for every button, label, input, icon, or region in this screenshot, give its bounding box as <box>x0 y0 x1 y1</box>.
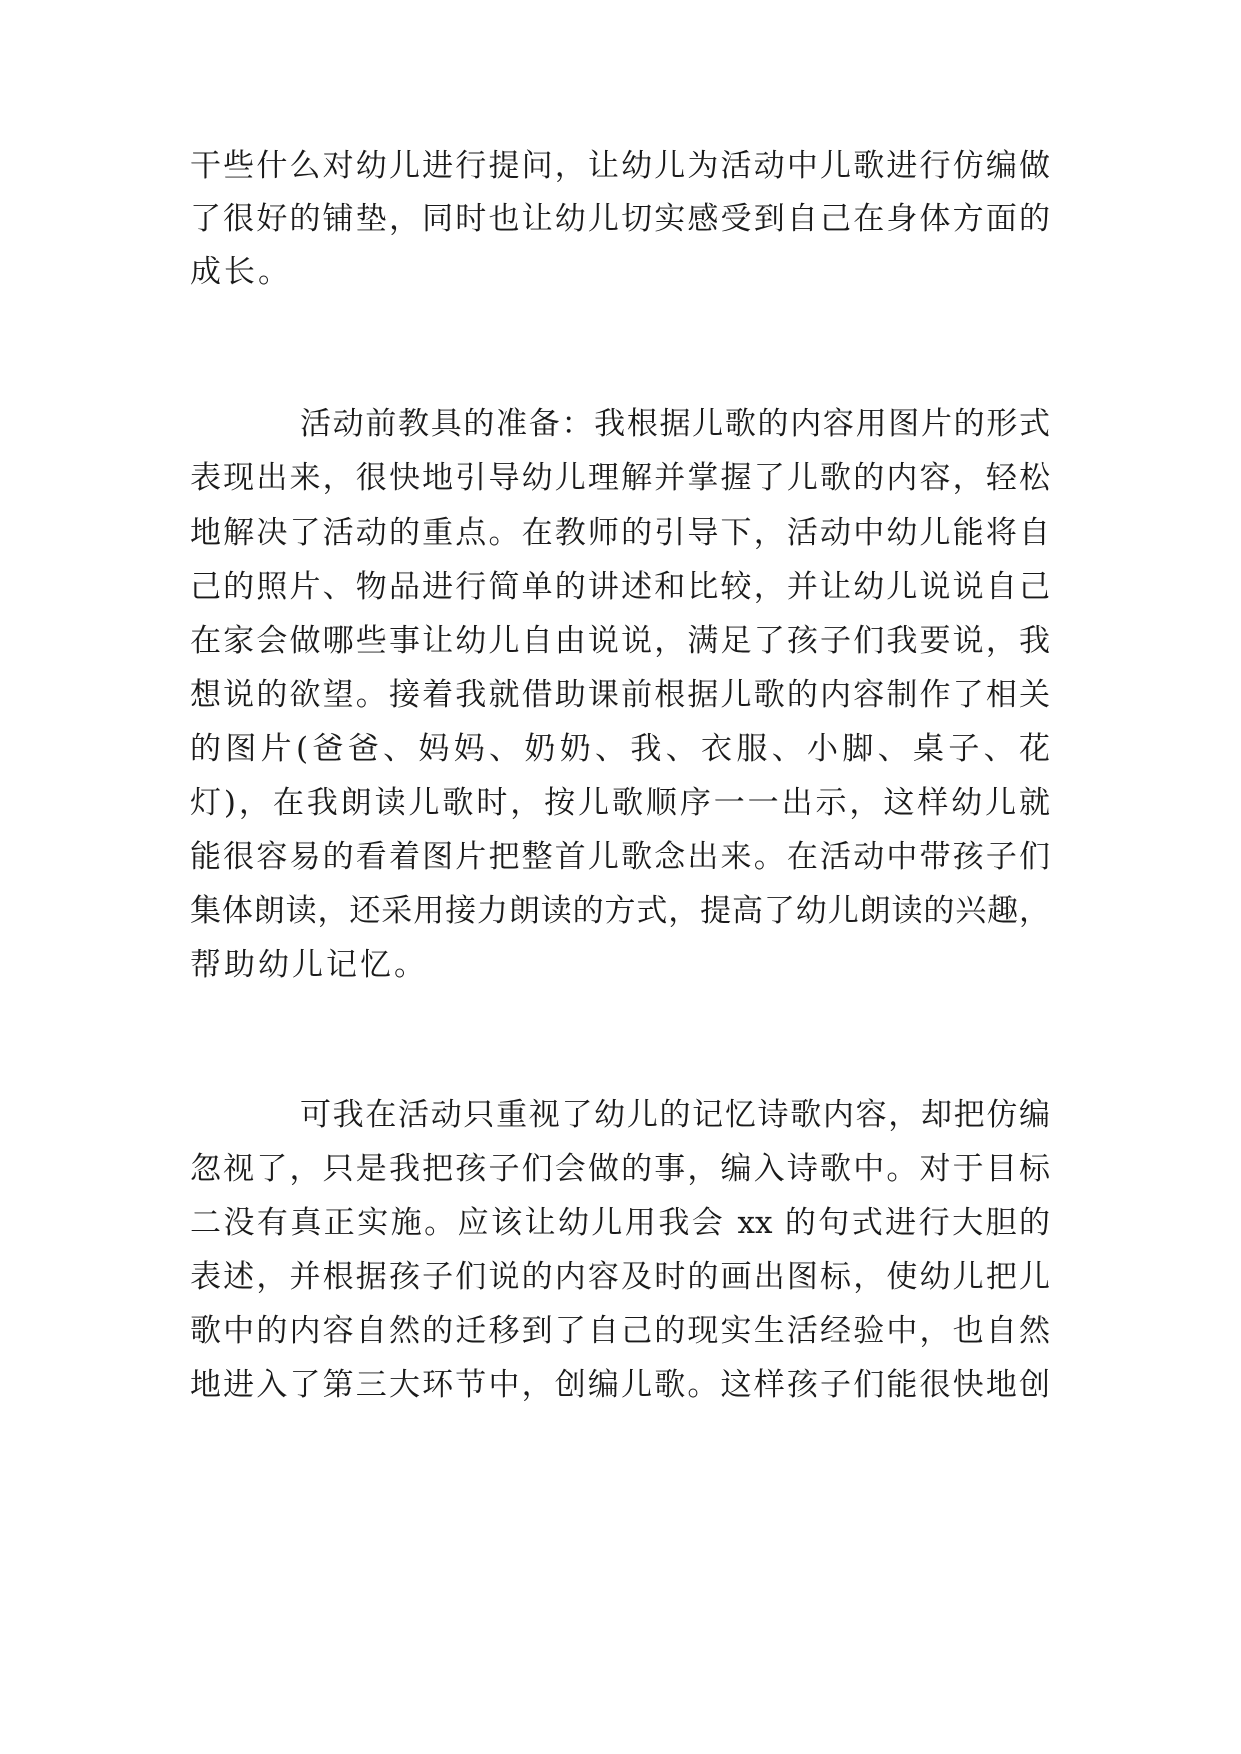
text-line: 歌中的内容自然的迁移到了自己的现实生活经验中，也自然 <box>190 1313 1050 1349</box>
text-line: 灯)，在我朗读儿歌时，按儿歌顺序一一出示，这样幼儿就 <box>190 785 1050 821</box>
text-line: 地解决了活动的重点。在教师的引导下，活动中幼儿能将自 <box>190 515 1050 551</box>
text-line: 活动前教具的准备：我根据儿歌的内容用图片的形式 <box>300 406 1050 442</box>
text-line: 了很好的铺垫，同时也让幼儿切实感受到自己在身体方面的 <box>190 201 1050 237</box>
text-line: 二没有真正实施。应该让幼儿用我会 xx 的句式进行大胆的 <box>190 1205 1050 1241</box>
text-line: 可我在活动只重视了幼儿的记忆诗歌内容，却把仿编 <box>300 1097 1050 1133</box>
text-line: 帮助幼儿记忆。 <box>190 947 428 983</box>
text-line: 忽视了，只是我把孩子们会做的事，编入诗歌中。对于目标 <box>190 1151 1050 1187</box>
text-line: 的图片(爸爸、妈妈、奶奶、我、衣服、小脚、桌子、花 <box>190 731 1050 767</box>
text-line: 成长。 <box>190 254 292 290</box>
text-line: 想说的欲望。接着我就借助课前根据儿歌的内容制作了相关 <box>190 677 1050 713</box>
text-line: 己的照片、物品进行简单的讲述和比较，并让幼儿说说自己 <box>190 569 1050 605</box>
text-line: 能很容易的看着图片把整首儿歌念出来。在活动中带孩子们 <box>190 839 1050 875</box>
text-line: 干些什么对幼儿进行提问，让幼儿为活动中儿歌进行仿编做 <box>190 148 1050 184</box>
text-line: 在家会做哪些事让幼儿自由说说，满足了孩子们我要说，我 <box>190 623 1050 659</box>
text-line: 集体朗读，还采用接力朗读的方式，提高了幼儿朗读的兴趣， <box>190 893 1050 929</box>
text-line: 地进入了第三大环节中，创编儿歌。这样孩子们能很快地创 <box>190 1367 1050 1403</box>
text-line: 表现出来，很快地引导幼儿理解并掌握了儿歌的内容，轻松 <box>190 460 1050 496</box>
text-line: 表述，并根据孩子们说的内容及时的画出图标，使幼儿把儿 <box>190 1259 1050 1295</box>
